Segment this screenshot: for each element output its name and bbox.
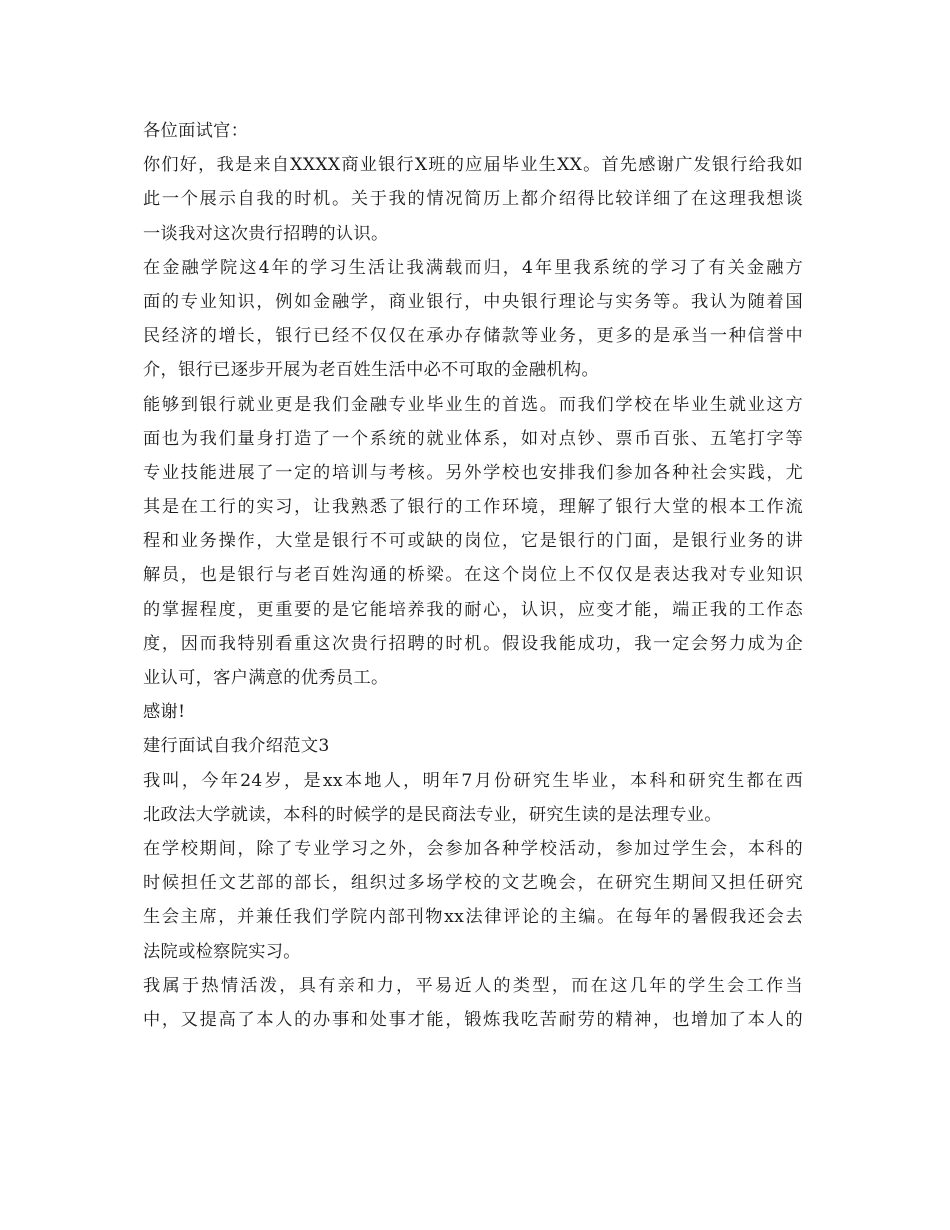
text-line: 度，因而我特别看重这次贵行招聘的时机。假设我能成功，我一定会努力成为企 (143, 633, 803, 654)
text-line: 法院或检察院实习。 (143, 941, 301, 962)
text-line: 介，银行已逐步开展为老百姓生活中必不可取的金融机构。 (143, 360, 599, 381)
text-line: 北政法大学就读，本科的时候学的是民商法专业，研究生读的是法理专业。 (143, 804, 722, 825)
text-line: 时候担任文艺部的部长，组织过多场学校的文艺晚会，在研究生期间又担任研究 (143, 873, 803, 894)
text-line: 民经济的增长，银行已经不仅仅在承办存储款等业务，更多的是承当一种信誉中 (143, 326, 803, 347)
text-line: 解员，也是银行与老百姓沟通的桥梁。在这个岗位上不仅仅是表达我对专业知识 (143, 565, 803, 586)
text-line: 各位面试官： (143, 121, 249, 141)
text-line: 专业技能进展了一定的培训与考核。另外学校也安排我们参加各种社会实践，尤 (143, 462, 803, 483)
text-line: 程和业务操作，大堂是银行不可或缺的岗位，它是银行的门面，是银行业务的讲 (143, 531, 803, 552)
text-line: 中，又提高了本人的办事和处事才能，锻炼我吃苦耐劳的精神，也增加了本人的 (143, 1009, 803, 1030)
text-line: 其是在工行的实习，让我熟悉了银行的工作环境，理解了银行大堂的根本工作流 (143, 497, 803, 518)
section-heading: 建行面试自我介绍范文3 (143, 736, 330, 757)
text-line: 我叫，今年24岁，是xx本地人，明年7月份研究生毕业，本科和研究生都在西 (143, 770, 803, 791)
document-body (143, 114, 803, 1037)
text-line: 在金融学院这4年的学习生活让我满载而归，4年里我系统的学习了有关金融方 (143, 257, 803, 278)
text-line: 业认可，客户满意的优秀员工。 (143, 668, 389, 688)
text-line: 此一个展示自我的时机。关于我的情况简历上都介绍得比较详细了在这理我想谈 (143, 189, 803, 210)
text-line: 面的专业知识，例如金融学，商业银行，中央银行理论与实务等。我认为随着国 (143, 291, 803, 312)
text-line: 一谈我对这次贵行招聘的认识。 (143, 223, 389, 244)
text-line: 在学校期间，除了专业学习之外，会参加各种学校活动，参加过学生会，本科的 (143, 838, 803, 859)
text-line: 感谢! (143, 702, 186, 723)
text-line: 我属于热情活泼，具有亲和力，平易近人的类型，而在这几年的学生会工作当 (143, 975, 803, 996)
text-line: 生会主席，并兼任我们学院内部刊物xx法律评论的主编。在每年的暑假我还会去 (143, 907, 803, 928)
text-line: 的掌握程度，更重要的是它能培养我的耐心，认识，应变才能，端正我的工作态 (143, 599, 803, 620)
text-line: 你们好，我是来自XXXX商业银行X班的应届毕业生XX。首先感谢广发银行给我如 (143, 155, 803, 176)
text-line: 面也为我们量身打造了一个系统的就业体系，如对点钞、票币百张、五笔打字等 (143, 428, 803, 449)
text-line: 能够到银行就业更是我们金融专业毕业生的首选。而我们学校在毕业生就业这方 (143, 394, 803, 415)
